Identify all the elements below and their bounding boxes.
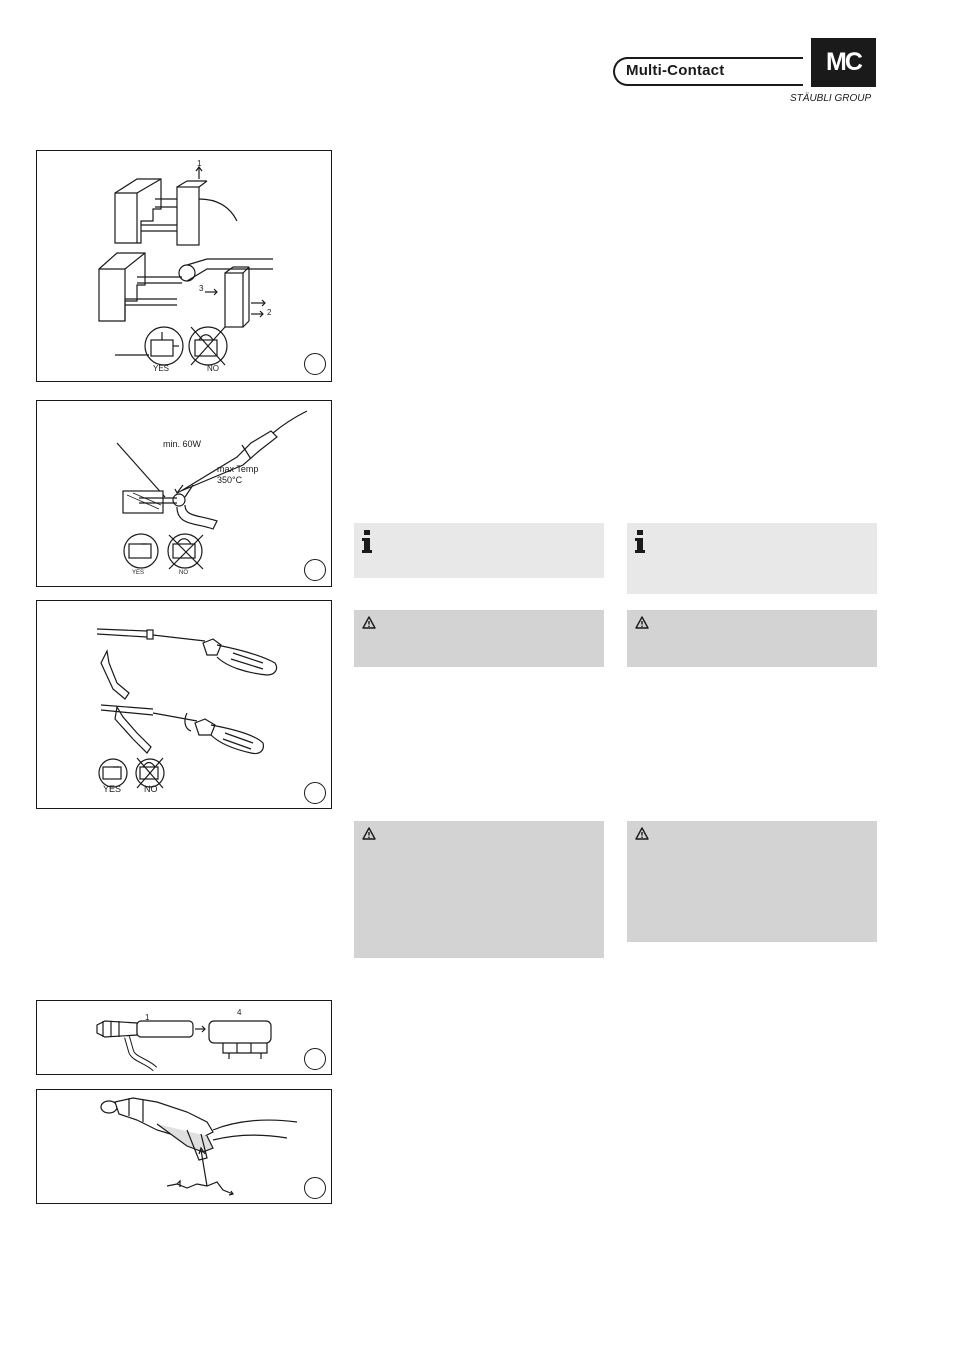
- figure-2-temp-line1: max Temp: [217, 464, 259, 474]
- figure-2-number-circle: [304, 559, 326, 581]
- brand-mark: MC: [811, 38, 876, 87]
- warning-triangle-icon: [362, 827, 376, 840]
- figure-5-illustration: [37, 1090, 333, 1205]
- figure-1-yes-label: YES: [153, 364, 170, 373]
- figure-1-illustration: [37, 151, 333, 383]
- figure-1-label-3: 3: [199, 284, 204, 293]
- figure-2-illustration: [37, 401, 333, 588]
- figure-3-no-label: NO: [144, 784, 158, 794]
- figure-2-power-label: min. 60W: [163, 439, 202, 449]
- figure-panel-5: [36, 1089, 332, 1204]
- warning-notice-left-1: [354, 610, 604, 667]
- warning-notice-right-2: [627, 821, 877, 942]
- figure-4-number-circle: [304, 1048, 326, 1070]
- figure-panel-3: [36, 600, 332, 809]
- figure-3-number-circle: [304, 782, 326, 804]
- info-icon: [360, 529, 374, 555]
- figure-1-label-1: 1: [197, 159, 202, 168]
- warning-triangle-icon: [362, 616, 376, 629]
- figure-3-illustration: [37, 601, 333, 810]
- figure-1-no-label: NO: [207, 364, 219, 373]
- info-icon: [633, 529, 647, 555]
- warning-triangle-icon: [635, 616, 649, 629]
- info-notice-left: [354, 523, 604, 578]
- figure-5-number-circle: [304, 1177, 326, 1199]
- figure-2-temp-line2: 350°C: [217, 475, 243, 485]
- figure-3-yes-label: YES: [103, 784, 122, 794]
- figure-panel-2: [36, 400, 332, 587]
- figure-1-label-2: 2: [267, 308, 272, 317]
- brand-name: Multi-Contact: [626, 62, 725, 79]
- figure-2-no-label: NO: [179, 570, 188, 576]
- info-notice-right: [627, 523, 877, 594]
- brand-group: STÄUBLI GROUP: [790, 93, 872, 104]
- figure-4-label-4: 4: [237, 1008, 242, 1017]
- figure-4-label-1: 1: [145, 1013, 150, 1022]
- figure-2-yes-label: YES: [132, 570, 145, 576]
- warning-triangle-icon: [635, 827, 649, 840]
- warning-notice-left-2: [354, 821, 604, 958]
- warning-notice-right-1: [627, 610, 877, 667]
- figure-1-number-circle: [304, 353, 326, 375]
- figure-panel-4: [36, 1000, 332, 1075]
- figure-panel-1: [36, 150, 332, 382]
- figure-4-illustration: [37, 1001, 333, 1076]
